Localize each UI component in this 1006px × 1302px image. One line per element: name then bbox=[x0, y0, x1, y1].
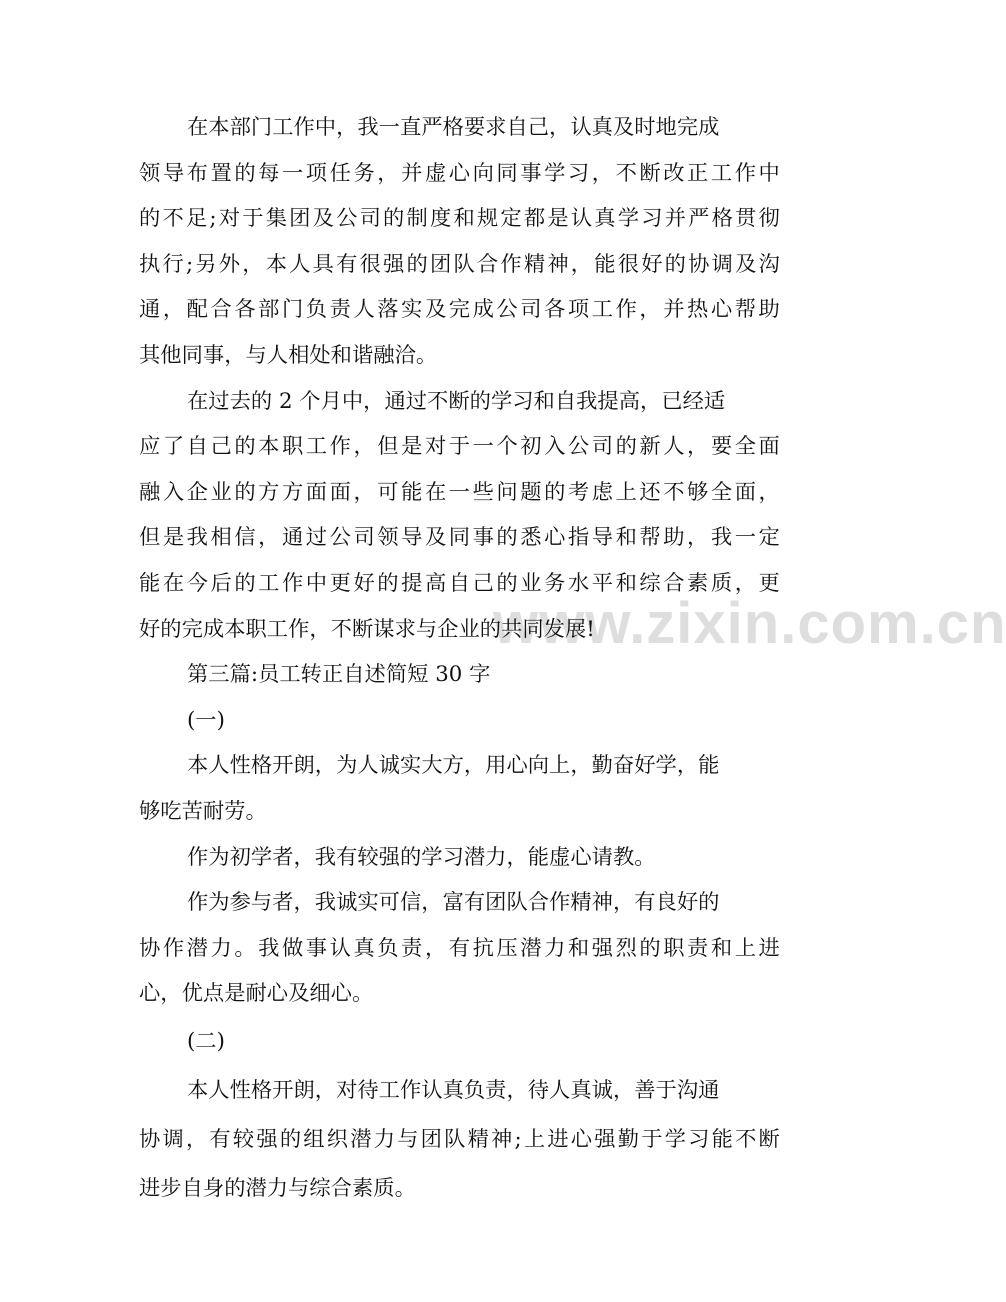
text-line: 执 行 ; 另 外 ， 本 人 具 有 很 强 的 团 队 合 作 精 神 ， 能 很 好 的 协 调 及 沟 bbox=[139, 251, 780, 277]
text-line: 好的完成本职工作，不断谋求与企业的共同发展! bbox=[139, 616, 595, 642]
part-label: (一) bbox=[187, 707, 225, 733]
text-line: 作为初学者，我有较强的学习潜力，能虚心请教。 bbox=[187, 844, 656, 870]
paragraph bbox=[139, 379, 784, 653]
text-line: 的 不 足 ; 对 于 集 团 及 公 司 的 制 度 和 规 定 都 是 认 真 学 习 并 严 格 贯 彻 bbox=[139, 206, 780, 232]
text-line: 协 作 潜 力 。 我 做 事 认 真 负 责 ， 有 抗 压 潜 力 和 强 烈 的 职 责 和 上 进 bbox=[139, 935, 780, 961]
text-line: 本人性格开朗，对待工作认真负责，待人真诚，善于沟通 bbox=[187, 1077, 720, 1103]
text-line: 协 调 ， 有 较 强 的 组 织 潜 力 与 团 队 精 神 ; 上 进 心 强 勤 于 学 习 能 不 断 bbox=[139, 1126, 780, 1152]
paragraph bbox=[139, 105, 784, 379]
paragraph bbox=[139, 743, 784, 834]
text-line: 其他同事，与人相处和谐融洽。 bbox=[139, 342, 438, 368]
section-title: 第三篇:员工转正自述简短 30 字 bbox=[187, 662, 491, 688]
watermark: www.zixin.com.cn bbox=[493, 591, 1006, 656]
text-line: 通 ， 配 合 各 部 门 负 责 人 落 实 及 完 成 公 司 各 项 工 作 ， 并 热 心 帮 助 bbox=[139, 297, 780, 323]
document-body bbox=[139, 105, 784, 1213]
paragraph bbox=[139, 1066, 784, 1213]
text-line: 进步自身的潜力与综合素质。 bbox=[139, 1175, 416, 1201]
paragraph bbox=[139, 835, 784, 881]
paragraph bbox=[139, 880, 784, 1017]
text-line: 但 是 我 相 信 ， 通 过 公 司 领 导 及 同 事 的 悉 心 指 导 和 帮 助 ， 我 一 定 bbox=[139, 525, 780, 551]
text-line: 在过去的 2 个月中，通过不断的学习和自我提高，已经适 bbox=[187, 388, 726, 414]
text-line: 心，优点是耐心及细心。 bbox=[139, 981, 374, 1007]
text-line: 本人性格开朗，为人诚实大方，用心向上，勤奋好学，能 bbox=[187, 753, 720, 779]
text-line: 领 导 布 置 的 每 一 项 任 务 ， 并 虚 心 向 同 事 学 习 ， 不 断 改 正 工 作 中 bbox=[139, 160, 780, 186]
part-label: (二) bbox=[187, 1028, 225, 1054]
text-line: 够吃苦耐劳。 bbox=[139, 798, 267, 824]
text-line: 在本部门工作中，我一直严格要求自己，认真及时地完成 bbox=[187, 115, 720, 140]
text-line: 应 了 自 己 的 本 职 工 作 ， 但 是 对 于 一 个 初 入 公 司 的 新 人 ， 要 全 面 bbox=[139, 434, 780, 460]
text-line: 作为参与者，我诚实可信，富有团队合作精神，有良好的 bbox=[187, 890, 720, 916]
text-line: 能 在 今 后 的 工 作 中 更 好 的 提 高 自 己 的 业 务 水 平 和 综 合 素 质 ， 更 bbox=[139, 570, 780, 596]
text-line: 融 入 企 业 的 方 方 面 面 ， 可 能 在 一 些 问 题 的 考 虑 上 还 不 够 全 面 ， bbox=[139, 479, 780, 505]
